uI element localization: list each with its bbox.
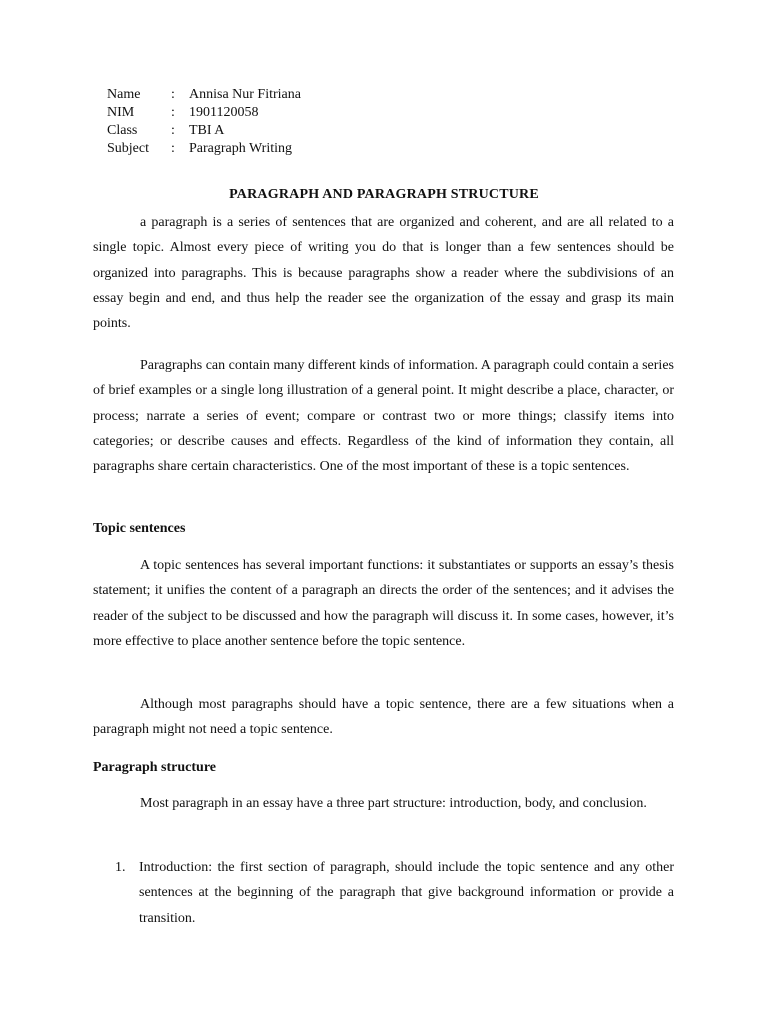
list-number: 1. — [115, 860, 126, 875]
info-label: Name — [107, 87, 141, 102]
list-number-wrap — [93, 855, 139, 931]
info-label: NIM — [107, 105, 135, 120]
info-row-class — [107, 122, 301, 140]
info-value: Paragraph Writing — [189, 141, 292, 156]
paragraph-information: Paragraphs can contain many different kinds of information. A paragraph could contain a series of brief examples or a single long illustration of a general point. It might describe a place, character, or process; narrate a series of event; compare or contrast two or more things; classify items into categories; or describe causes and effects. Regardless of the kind of information they contain, all paragraphs share certain characteristics. One of the most important of these is a topic sentences. — [93, 358, 674, 475]
paragraph-structure-intro: Most paragraph in an essay have a three part structure: introduction, body, and conclusion. — [140, 796, 647, 811]
info-colon: : — [171, 141, 175, 156]
list-item-text: Introduction: the first section of paragraph, should include the topic sentence and any other sentences at the beginning of the paragraph that give background information or provide a transition. — [139, 860, 674, 926]
info-colon: : — [171, 105, 175, 120]
paragraph-topic-functions: A topic sentences has several important functions: it substantiates or supports an essay’s thesis statement; it unifies the content of a paragraph an directs the order of the sentences; and it advises the reader of the subject to be discussed and how the paragraph will discuss it. In some cases, however, it’s more effective to place another sentence before the topic sentence. — [93, 558, 674, 649]
info-row-name — [107, 86, 301, 104]
section-heading-topic-sentences: Topic sentences — [93, 521, 186, 536]
info-label: Subject — [107, 141, 149, 156]
document-title: PARAGRAPH AND PARAGRAPH STRUCTURE — [229, 187, 539, 202]
info-label: Class — [107, 123, 138, 138]
info-colon: : — [171, 87, 175, 102]
info-value: Annisa Nur Fitriana — [189, 87, 301, 102]
info-value: TBI A — [189, 123, 225, 138]
info-row-nim — [107, 104, 301, 122]
paragraph-topic-exceptions: Although most paragraphs should have a topic sentence, there are a few situations when a paragraph might not need a topic sentence. — [93, 697, 674, 738]
info-value: 1901120058 — [189, 105, 259, 120]
section-heading-paragraph-structure: Paragraph structure — [93, 760, 216, 775]
info-row-subject — [107, 140, 301, 158]
paragraph-intro: a paragraph is a series of sentences that are organized and coherent, and are all related to a single topic. Almost every piece of writing you do that is longer than a few sentences should be organized into paragraphs. This is because paragraphs show a reader where the subdivisions of an essay begin and end, and thus help the reader see the organization of the essay and grasp its main points. — [93, 215, 674, 332]
info-colon: : — [171, 123, 175, 138]
list-item — [93, 855, 674, 931]
student-info-block — [107, 86, 301, 158]
